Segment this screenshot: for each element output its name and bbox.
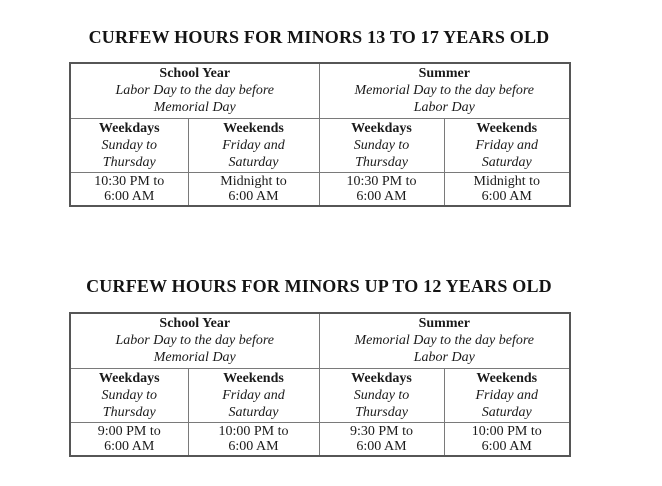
day-range-line: Thursday <box>355 154 408 170</box>
time-line: 6:00 AM <box>228 438 279 454</box>
time-cell-weekends-school-year <box>188 172 319 206</box>
day-range-line: Friday and <box>222 137 285 153</box>
time-cell-weekends-summer <box>444 172 570 206</box>
day-range-line: Sunday to <box>353 137 410 153</box>
season-range-line: Labor Day <box>413 350 475 366</box>
season-name: School Year <box>159 66 231 82</box>
season-header-row <box>70 63 570 118</box>
day-name: Weekdays <box>98 120 160 136</box>
curfew-table-13-17 <box>69 62 571 207</box>
day-cell-weekdays-school-year <box>70 118 188 172</box>
time-line: 6:00 AM <box>481 188 532 204</box>
season-cell-school-year <box>70 63 319 118</box>
day-cell-weekdays-school-year <box>70 368 188 422</box>
season-range-line: Memorial Day to the day before <box>354 83 535 99</box>
day-name: Weekdays <box>98 370 160 386</box>
day-range-line: Saturday <box>481 154 532 170</box>
time-cell-weekdays-summer <box>319 172 444 206</box>
time-line: 6:00 AM <box>356 188 407 204</box>
season-range-line: Memorial Day <box>153 100 236 116</box>
day-range-line: Sunday to <box>101 387 158 403</box>
time-row <box>70 422 570 456</box>
day-range-line: Sunday to <box>353 387 410 403</box>
day-cell-weekdays-summer <box>319 118 444 172</box>
season-cell-summer <box>319 313 570 368</box>
day-header-row <box>70 368 570 422</box>
time-line: 10:00 PM to <box>471 423 542 439</box>
curfew-table-up-to-12 <box>69 312 571 457</box>
time-line: 6:00 AM <box>481 438 532 454</box>
season-name: Summer <box>418 66 470 82</box>
time-line: 6:00 AM <box>356 438 407 454</box>
time-line: 9:00 PM to <box>97 423 161 439</box>
day-range-line: Sunday to <box>101 137 158 153</box>
season-range-line: Labor Day to the day before <box>115 333 275 349</box>
time-line: 9:30 PM to <box>350 423 414 439</box>
time-line: 10:00 PM to <box>218 423 289 439</box>
day-name: Weekends <box>476 370 538 386</box>
season-header-row <box>70 313 570 368</box>
day-range-line: Saturday <box>481 404 532 420</box>
curfew-title-up-to-12: CURFEW HOURS FOR MINORS UP TO 12 YEARS OLD <box>86 276 552 296</box>
season-range-line: Labor Day <box>413 100 475 116</box>
time-line: 6:00 AM <box>104 188 155 204</box>
time-cell-weekdays-school-year <box>70 172 188 206</box>
day-range-line: Friday and <box>475 387 539 403</box>
day-cell-weekends-school-year <box>188 118 319 172</box>
season-range-line: Labor Day to the day before <box>115 83 275 99</box>
time-line: 6:00 AM <box>228 188 279 204</box>
day-range-line: Thursday <box>355 404 408 420</box>
day-cell-weekends-school-year <box>188 368 319 422</box>
curfew-title-13-17: CURFEW HOURS FOR MINORS 13 TO 17 YEARS OLD <box>88 27 550 47</box>
time-line: 10:30 PM to <box>94 173 165 189</box>
season-cell-summer <box>319 63 570 118</box>
season-name: Summer <box>418 316 470 332</box>
day-name: Weekdays <box>351 120 412 136</box>
day-range-line: Saturday <box>228 404 279 420</box>
time-cell-weekends-school-year <box>188 422 319 456</box>
time-cell-weekends-summer <box>444 422 570 456</box>
day-name: Weekends <box>476 120 538 136</box>
day-range-line: Saturday <box>228 154 279 170</box>
season-cell-school-year <box>70 313 319 368</box>
day-range-line: Friday and <box>475 137 539 153</box>
day-range-line: Thursday <box>102 154 156 170</box>
day-cell-weekends-summer <box>444 118 570 172</box>
day-name: Weekends <box>223 370 284 386</box>
season-range-line: Memorial Day to the day before <box>354 333 535 349</box>
day-range-line: Friday and <box>222 387 285 403</box>
time-line: 10:30 PM to <box>346 173 417 189</box>
time-line: Midnight to <box>473 173 541 189</box>
day-range-line: Thursday <box>102 404 156 420</box>
time-cell-weekdays-summer <box>319 422 444 456</box>
season-range-line: Memorial Day <box>153 350 236 366</box>
day-cell-weekdays-summer <box>319 368 444 422</box>
day-name: Weekends <box>223 120 284 136</box>
time-row <box>70 172 570 206</box>
day-header-row <box>70 118 570 172</box>
day-name: Weekdays <box>351 370 412 386</box>
day-cell-weekends-summer <box>444 368 570 422</box>
time-line: Midnight to <box>220 173 287 189</box>
time-cell-weekdays-school-year <box>70 422 188 456</box>
time-line: 6:00 AM <box>104 438 155 454</box>
season-name: School Year <box>159 316 231 332</box>
